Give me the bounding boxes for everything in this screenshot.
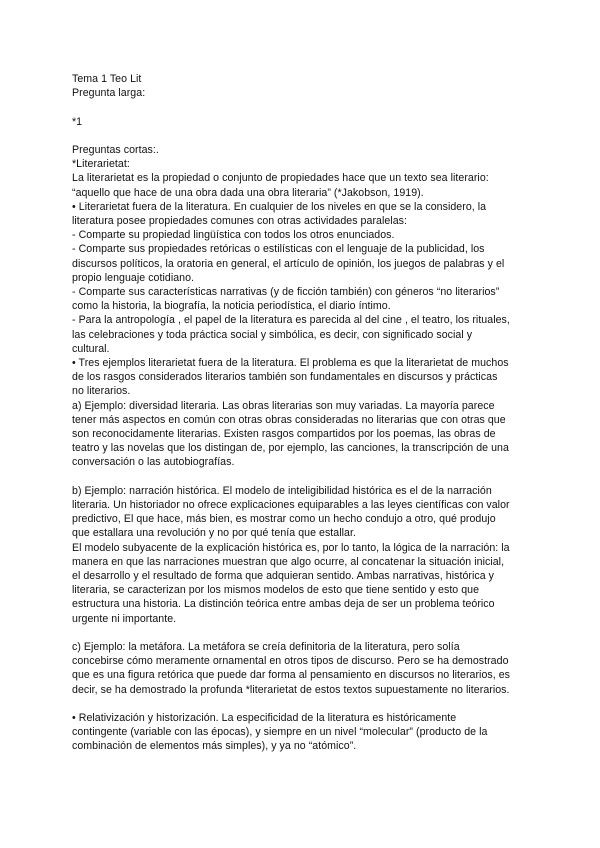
text-line: El modelo subyacente de la explicación histórica es, por lo tanto, la lógica de la narración: la — [72, 541, 510, 554]
text-line: - Comparte su propiedad lingüística con todos los otros enunciados. — [72, 229, 395, 242]
text-line: • Literarietat fuera de la literatura. En cualquier de los niveles en que se la considero, la — [72, 200, 487, 213]
text-line: predictivo, El que hace, más bien, es mostrar como un hecho condujo a otro, qué produjo — [72, 513, 496, 526]
text-line: literaria, se caracterizan por los mismos modelos de esto que tiene sentido y esto que — [72, 584, 480, 597]
text-line: cultural. — [72, 342, 110, 355]
text-line: que es una figura retórica que puede dar forma al pensamiento en discursos no literarios, es — [72, 669, 511, 682]
text-line: concebirse cómo meramente ornamental en otros tipos de discurso. Pero se ha demostrado — [72, 655, 509, 668]
text-line: de los rasgos considerados literarios también son fundamentales en discursos y prácticas — [72, 371, 498, 384]
text-line: combinación de elementos más simples), y ya no “atómico”. — [72, 740, 357, 753]
text-line: literatura posee propiedades comunes con otras actividades paralelas: — [72, 215, 407, 227]
text-line: son reconocidamente literarias. Existen rasgos compartidos por los poemas, las obras de — [72, 428, 496, 441]
spacer — [72, 697, 532, 711]
text-line: literaria. Un historiador no ofrece explicaciones equiparables a las leyes científicas con valor — [72, 499, 510, 512]
text-line: urgente ni importante. — [72, 612, 177, 625]
example-c-paragraph — [72, 640, 532, 697]
example-b-paragraph — [72, 484, 532, 626]
text-line: contingente (variable con las épocas), y siempre en un nivel “molecular” (producto de la — [72, 726, 488, 739]
text-line: el desarrollo y el resultado de forma que adquieran sentido. Ambas narrativas, histórica y — [72, 570, 494, 583]
text-line: “aquello que hace de una obra dada una obra literaria” (*Jakobson, 1919). — [72, 186, 424, 199]
text-line: - Comparte sus propiedades retóricas o estilísticas con el lenguaje de la publicidad, los — [72, 243, 485, 256]
long-question-label: Pregunta larga: — [72, 87, 146, 100]
text-line: b) Ejemplo: narración histórica. El modelo de inteligibilidad histórica es el de la narración — [72, 484, 492, 497]
outside-literature-paragraph — [72, 200, 532, 356]
text-line: no literarios. — [72, 385, 131, 398]
text-line: manera en que las narraciones muestran que algo ocurre, al concatenar la situación inicial, — [72, 555, 505, 568]
text-line: teatro y las novelas que los distingan de, por ejemplo, las canciones, la transcripción de una — [72, 442, 509, 455]
relativization-paragraph — [72, 711, 532, 754]
text-line: a) Ejemplo: diversidad literaria. Las obras literarias son muy variadas. La mayoría parece — [72, 399, 495, 412]
text-line: La literarietat es la propiedad o conjunto de propiedades hace que un texto sea literario: — [72, 172, 489, 185]
text-line: c) Ejemplo: la metáfora. La metáfora se creía definitoria de la literatura, pero solía — [72, 641, 460, 654]
definition-paragraph — [72, 171, 532, 199]
short-questions-label: Preguntas cortas:. — [72, 143, 159, 156]
text-line: que estallara una revolución y no por qué tenía que estallar. — [72, 527, 356, 540]
long-question-marker: *1 — [72, 115, 83, 128]
text-line: como la historia, la biografía, la noticia periodística, el diario íntimo. — [72, 300, 391, 313]
text-line: las celebraciones y toda práctica social y simbólica, es decir, con significado social y — [72, 328, 473, 341]
text-line: • Relativización y historización. La especificidad de la literatura es históricamente — [72, 712, 457, 725]
spacer — [72, 100, 532, 114]
three-examples-paragraph — [72, 356, 532, 399]
text-line: discursos políticos, la oratoria en general, el artículo de opinión, los juegos de palabras y el — [72, 257, 505, 270]
text-line: decir, se ha demostrado la profunda *literarietat de estos textos supuestamente no literarios. — [72, 683, 510, 696]
document-page — [72, 72, 532, 754]
text-line: • Tres ejemplos literarietat fuera de la literatura. El problema es que la literarietat de muchos — [72, 357, 509, 370]
text-line: conversación o las autobiografías. — [72, 456, 235, 469]
text-line: tener más aspectos en común con otras obras consideradas no literarias que con otras que — [72, 413, 506, 426]
text-line: estructura una historia. La distinción teórica entre ambas deja de ser un problema teórico — [72, 598, 495, 611]
example-a-paragraph — [72, 399, 532, 470]
subtopic-heading: *Literarietat: — [72, 158, 130, 171]
spacer — [72, 129, 532, 143]
spacer — [72, 626, 532, 640]
text-line: propio lenguaje cotidiano. — [72, 271, 195, 284]
text-line: - Comparte sus características narrativas (y de ficción también) con géneros “no literarios” — [72, 286, 500, 299]
document-title: Tema 1 Teo Lit — [72, 73, 142, 85]
text-line: - Para la antropología , el papel de la literatura es parecida al del cine , el teatro, los rituales, — [72, 314, 510, 327]
spacer — [72, 470, 532, 484]
